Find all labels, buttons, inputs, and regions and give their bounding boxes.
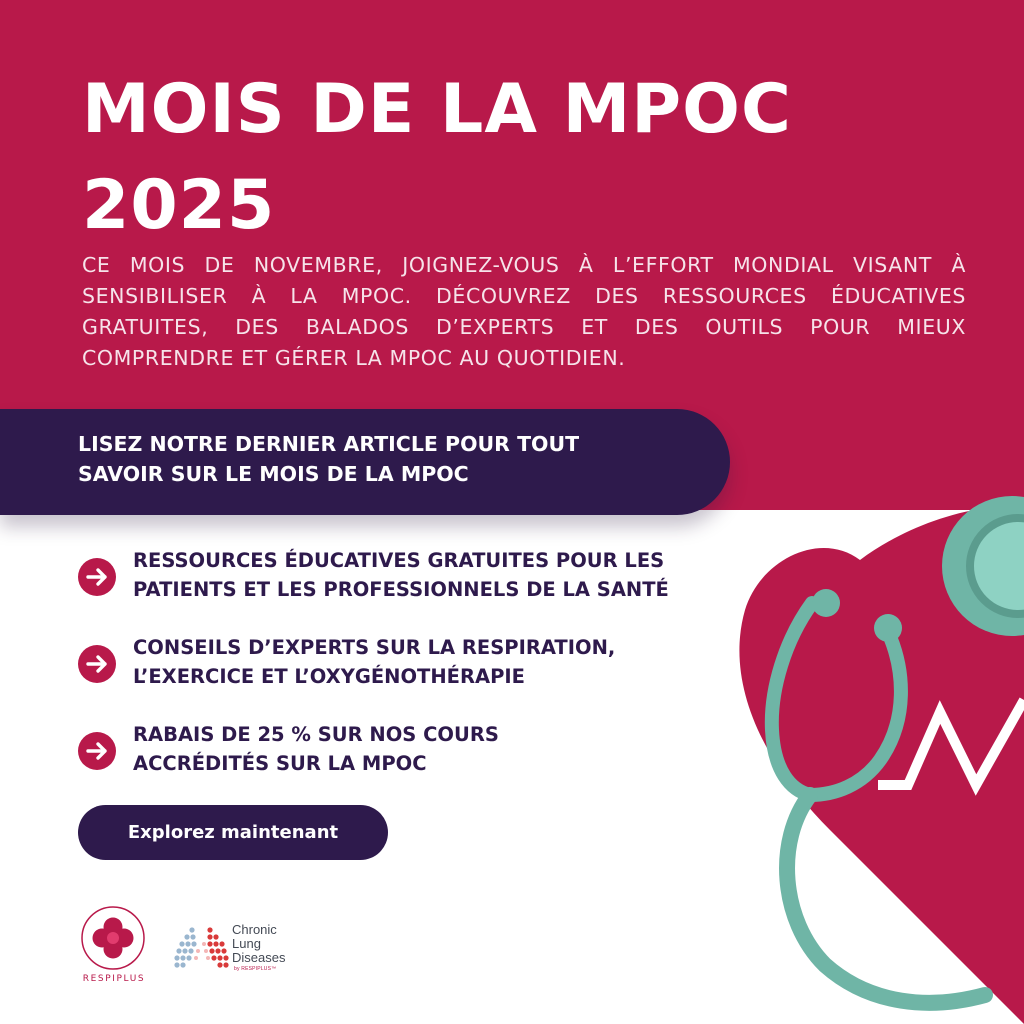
feature-line-1: RESSOURCES ÉDUCATIVES GRATUITES POUR LES: [133, 549, 665, 572]
feature-line-1: CONSEILS D’EXPERTS SUR LA RESPIRATION,: [133, 636, 616, 659]
arrow-right-circle-icon: [78, 645, 116, 683]
feature-list: [78, 546, 768, 807]
list-item: [78, 720, 768, 807]
cld-line-1: Chronic: [232, 922, 277, 937]
feature-line-2: L’EXERCICE ET L’OXYGÉNOTHÉRAPIE: [133, 665, 525, 688]
feature-text: [133, 633, 773, 691]
article-line-2: SAVOIR SUR LE MOIS DE LA MPOC: [78, 462, 469, 486]
stethoscope-earpiece-right: [874, 614, 902, 642]
title-line-1: MOIS DE LA MPOC: [82, 70, 792, 149]
cld-wordmark: [232, 923, 312, 965]
cld-line-2: Lung: [232, 936, 261, 951]
list-item: [78, 633, 768, 720]
chronic-lung-diseases-logo: [172, 922, 302, 982]
respiplus-logo: [78, 905, 148, 989]
intro-paragraph: CE MOIS DE NOVEMBRE, JOIGNEZ-VOUS À L’EFFORT MONDIAL VISANT À SENSIBILISER À LA MPOC. DÉCOUVREZ DES RESSOURCES ÉDUCATIVES GRATUITES, DES BALADOS D’EXPERTS ET DES OUTILS POUR MIEUX COMPRENDRE ET GÉRER LA MPOC AU QUOTIDIEN.: [82, 253, 966, 370]
respiplus-logo-icon: [80, 905, 146, 971]
respiplus-wordmark: RESPIPLUS: [82, 974, 146, 984]
arrow-right-circle-icon: [78, 732, 116, 770]
feature-text: [133, 546, 773, 604]
explore-now-button[interactable]: Explorez maintenant: [78, 805, 388, 860]
cld-line-3: Diseases: [232, 950, 286, 965]
title-line-2: 2025: [82, 166, 276, 245]
feature-text: [133, 720, 773, 778]
stethoscope-earpiece-left: [812, 589, 840, 617]
list-item: [78, 546, 768, 633]
arrow-right-circle-icon: [78, 558, 116, 596]
page-title: [82, 62, 962, 254]
article-link[interactable]: [78, 429, 698, 489]
lungs-dots-icon: [172, 922, 232, 974]
feature-line-2: ACCRÉDITÉS SUR LA MPOC: [133, 752, 427, 775]
article-line-1: LISEZ NOTRE DERNIER ARTICLE POUR TOUT: [78, 432, 580, 456]
feature-line-2: PATIENTS ET LES PROFESSIONNELS DE LA SANTÉ: [133, 578, 669, 601]
feature-line-1: RABAIS DE 25 % SUR NOS COURS: [133, 723, 499, 746]
cld-byline: by RESPIPLUS™: [234, 966, 277, 972]
